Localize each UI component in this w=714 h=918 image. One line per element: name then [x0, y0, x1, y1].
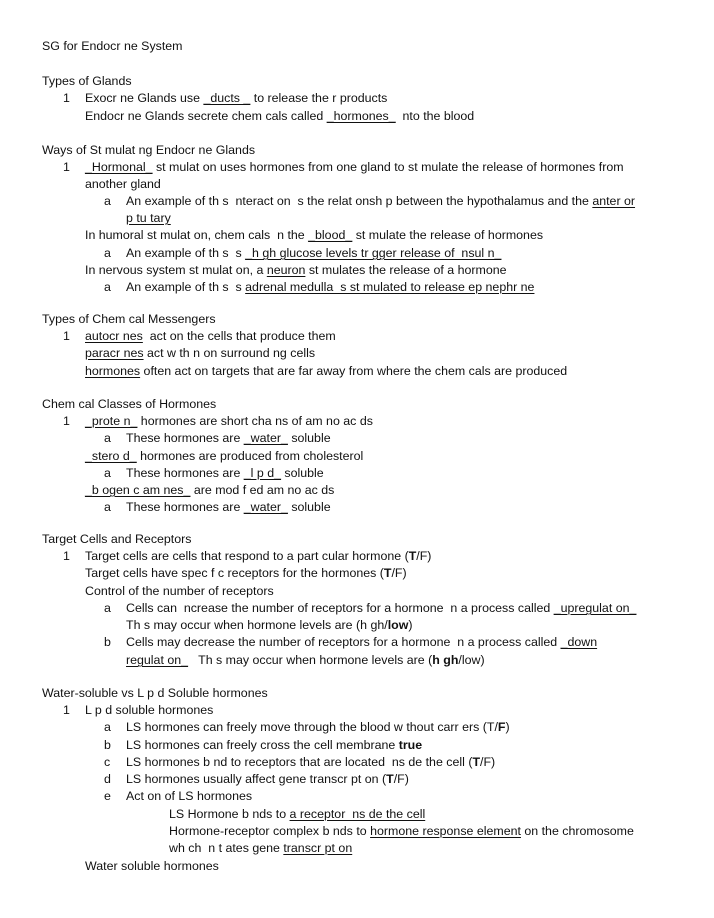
answer-blank: neuron	[266, 263, 306, 277]
answer-blank: _hormones_	[326, 109, 396, 123]
list-item	[85, 363, 567, 380]
sub-item: Act on of LS hormones	[126, 789, 253, 803]
item-text: Th s may occur when hormone levels are (h gh/	[126, 618, 388, 632]
answer-blank: _water_	[243, 431, 288, 445]
item-text: st mulates the release of a hormone	[305, 263, 507, 277]
answer-blank: _water_	[243, 500, 288, 514]
answer-blank: paracr nes	[85, 346, 144, 360]
document-title: SG for Endocr ne System	[42, 39, 183, 53]
item-text: )	[505, 720, 510, 734]
list-item	[85, 565, 407, 582]
item-text: Th s may occur when hormone levels are (	[188, 653, 433, 667]
item-text: to release the r products	[250, 91, 388, 105]
item-text: )	[408, 618, 413, 632]
list-number: 1	[63, 91, 70, 105]
sub-item	[126, 245, 501, 262]
answer-blank: p tu tary	[126, 211, 171, 225]
item-text: An example of th s s	[126, 246, 246, 260]
item-text: /F)	[393, 772, 409, 786]
item-text: Exocr ne Glands use	[85, 91, 204, 105]
section-heading: Ways of St mulat ng Endocr ne Glands	[42, 143, 256, 157]
item-text: are mod f ed am no ac ds	[190, 483, 335, 497]
answer-bold: h gh	[432, 653, 459, 667]
item-text: st mulate the release of hormones	[352, 228, 544, 242]
item-text: act w th n on surround ng cells	[143, 346, 316, 360]
list-item: L p d soluble hormones	[85, 703, 214, 717]
sub-item	[126, 499, 331, 516]
answer-bold: low	[387, 618, 409, 632]
answer-bold: F	[497, 720, 506, 734]
list-number: 1	[63, 703, 70, 717]
answer-bold: T	[383, 566, 392, 580]
item-text: Cells can ncrease the number of receptors for a hormone n a process called	[126, 601, 554, 615]
list-number: 1	[63, 329, 70, 343]
sub-letter: b	[104, 738, 111, 752]
list-item: Water soluble hormones	[85, 859, 219, 873]
item-text: These hormones are	[126, 431, 244, 445]
answer-blank: transcr pt on	[283, 841, 353, 855]
list-item	[85, 413, 373, 430]
answer-blank: anter or	[592, 194, 636, 208]
answer-blank: autocr nes	[85, 329, 143, 343]
answer-blank: _Hormonal_	[85, 160, 153, 174]
item-text: Target cells are cells that respond to a part cular hormone (	[85, 549, 409, 563]
sub-letter: a	[104, 601, 111, 615]
answer-bold: T	[472, 755, 481, 769]
sub-item-continuation	[126, 652, 485, 669]
item-text: soluble	[287, 500, 331, 514]
section-heading: Water-soluble vs L p d Soluble hormones	[42, 686, 268, 700]
answer-blank: _b ogen c am nes_	[85, 483, 191, 497]
list-item: Control of the number of receptors	[85, 584, 274, 598]
list-item-continuation: another gland	[85, 177, 161, 191]
item-text: LS hormones b nd to receptors that are located ns de the cell (	[126, 755, 473, 769]
answer-blank: _upregulat on_	[553, 601, 637, 615]
item-text: LS hormones usually affect gene transcr pt on (	[126, 772, 387, 786]
answer-blank: hormones	[85, 364, 141, 378]
item-text: Hormone-receptor complex b nds to	[169, 824, 371, 838]
list-item	[85, 345, 315, 362]
item-text: LS hormones can freely move through the blood w thout carr ers (T/	[126, 720, 498, 734]
item-text: An example of th s s	[126, 280, 246, 294]
answer-blank: a receptor ns de the cell	[289, 807, 426, 821]
answer-bold: T	[386, 772, 394, 786]
item-text: on the chromosome	[520, 824, 634, 838]
item-text: soluble	[280, 466, 324, 480]
answer-blank: _h gh glucose levels tr gger release of nsul n_	[245, 246, 502, 260]
sub-item	[126, 279, 534, 296]
list-item	[85, 262, 507, 279]
list-item	[85, 328, 336, 345]
list-item	[85, 227, 543, 244]
item-text: These hormones are	[126, 466, 244, 480]
answer-blank: _prote n_	[85, 414, 138, 428]
item-text: In nervous system st mulat on, a	[85, 263, 267, 277]
sub-letter: a	[104, 246, 111, 260]
sub-item	[126, 193, 635, 210]
item-text: hormones are short cha ns of am no ac ds	[137, 414, 373, 428]
section-heading: Target Cells and Receptors	[42, 532, 192, 546]
sub-item-continuation	[126, 210, 171, 227]
list-item	[85, 548, 431, 565]
sub-item	[126, 771, 409, 788]
item-text: /F)	[480, 755, 496, 769]
item-text: In humoral st mulat on, chem cals n the	[85, 228, 309, 242]
item-text: These hormones are	[126, 500, 244, 514]
item-text: act on the cells that produce them	[142, 329, 336, 343]
item-text: Cells may decrease the number of receptors for a hormone n a process called	[126, 635, 561, 649]
item-text: st mulat on uses hormones from one gland to st mulate the release of hormones from	[152, 160, 624, 174]
item-text: /low)	[458, 653, 485, 667]
sub-item	[126, 719, 510, 736]
sub-item-continuation	[126, 617, 413, 634]
list-item	[85, 448, 363, 465]
list-number: 1	[63, 549, 70, 563]
sub-letter: a	[104, 500, 111, 514]
item-text: /F)	[391, 566, 407, 580]
list-item	[85, 90, 387, 107]
item-text: An example of th s nteract on s the relat onsh p between the hypothalamus and the	[126, 194, 593, 208]
item-text: Target cells have spec f c receptors for the hormones (	[85, 566, 384, 580]
list-item	[85, 108, 474, 125]
sub-sub-item	[169, 840, 352, 857]
sub-letter: a	[104, 194, 111, 208]
sub-letter: a	[104, 720, 111, 734]
answer-blank: adrenal medulla s st mulated to release ep nephr ne	[245, 280, 535, 294]
item-text: LS Hormone b nds to	[169, 807, 290, 821]
sub-item	[126, 600, 636, 617]
answer-bold: true	[398, 738, 423, 752]
sub-item	[126, 754, 495, 771]
sub-letter: c	[104, 755, 111, 769]
item-text: LS hormones can freely cross the cell membrane	[126, 738, 399, 752]
item-text: /F)	[416, 549, 432, 563]
sub-item	[126, 737, 422, 754]
sub-letter: d	[104, 772, 111, 786]
item-text: Endocr ne Glands secrete chem cals called	[85, 109, 327, 123]
answer-blank: _stero d_	[85, 449, 137, 463]
answer-blank: _down	[560, 635, 598, 649]
sub-letter: a	[104, 280, 111, 294]
sub-letter: e	[104, 789, 111, 803]
sub-item	[126, 634, 597, 651]
answer-bold: T	[408, 549, 417, 563]
item-text: soluble	[287, 431, 331, 445]
list-item	[85, 159, 624, 176]
section-heading: Types of Chem cal Messengers	[42, 312, 216, 326]
sub-letter: a	[104, 431, 111, 445]
answer-blank: _blood_	[308, 228, 353, 242]
list-number: 1	[63, 414, 70, 428]
sub-letter: a	[104, 466, 111, 480]
item-text: wh ch n t ates gene	[169, 841, 284, 855]
list-item	[85, 482, 334, 499]
sub-item	[126, 430, 331, 447]
item-text: often act on targets that are far away from where the chem cals are produced	[140, 364, 568, 378]
item-text: hormones are produced from cholesterol	[136, 449, 364, 463]
sub-letter: b	[104, 635, 111, 649]
item-text: nto the blood	[395, 109, 475, 123]
sub-sub-item	[169, 823, 634, 840]
section-heading: Chem cal Classes of Hormones	[42, 397, 217, 411]
sub-item	[126, 465, 324, 482]
section-heading: Types of Glands	[42, 74, 132, 88]
answer-blank: regulat on_	[126, 653, 189, 667]
answer-blank: _l p d_	[243, 466, 281, 480]
answer-blank: hormone response element	[370, 824, 521, 838]
sub-sub-item	[169, 806, 425, 823]
list-number: 1	[63, 160, 70, 174]
answer-blank: _ducts _	[203, 91, 251, 105]
